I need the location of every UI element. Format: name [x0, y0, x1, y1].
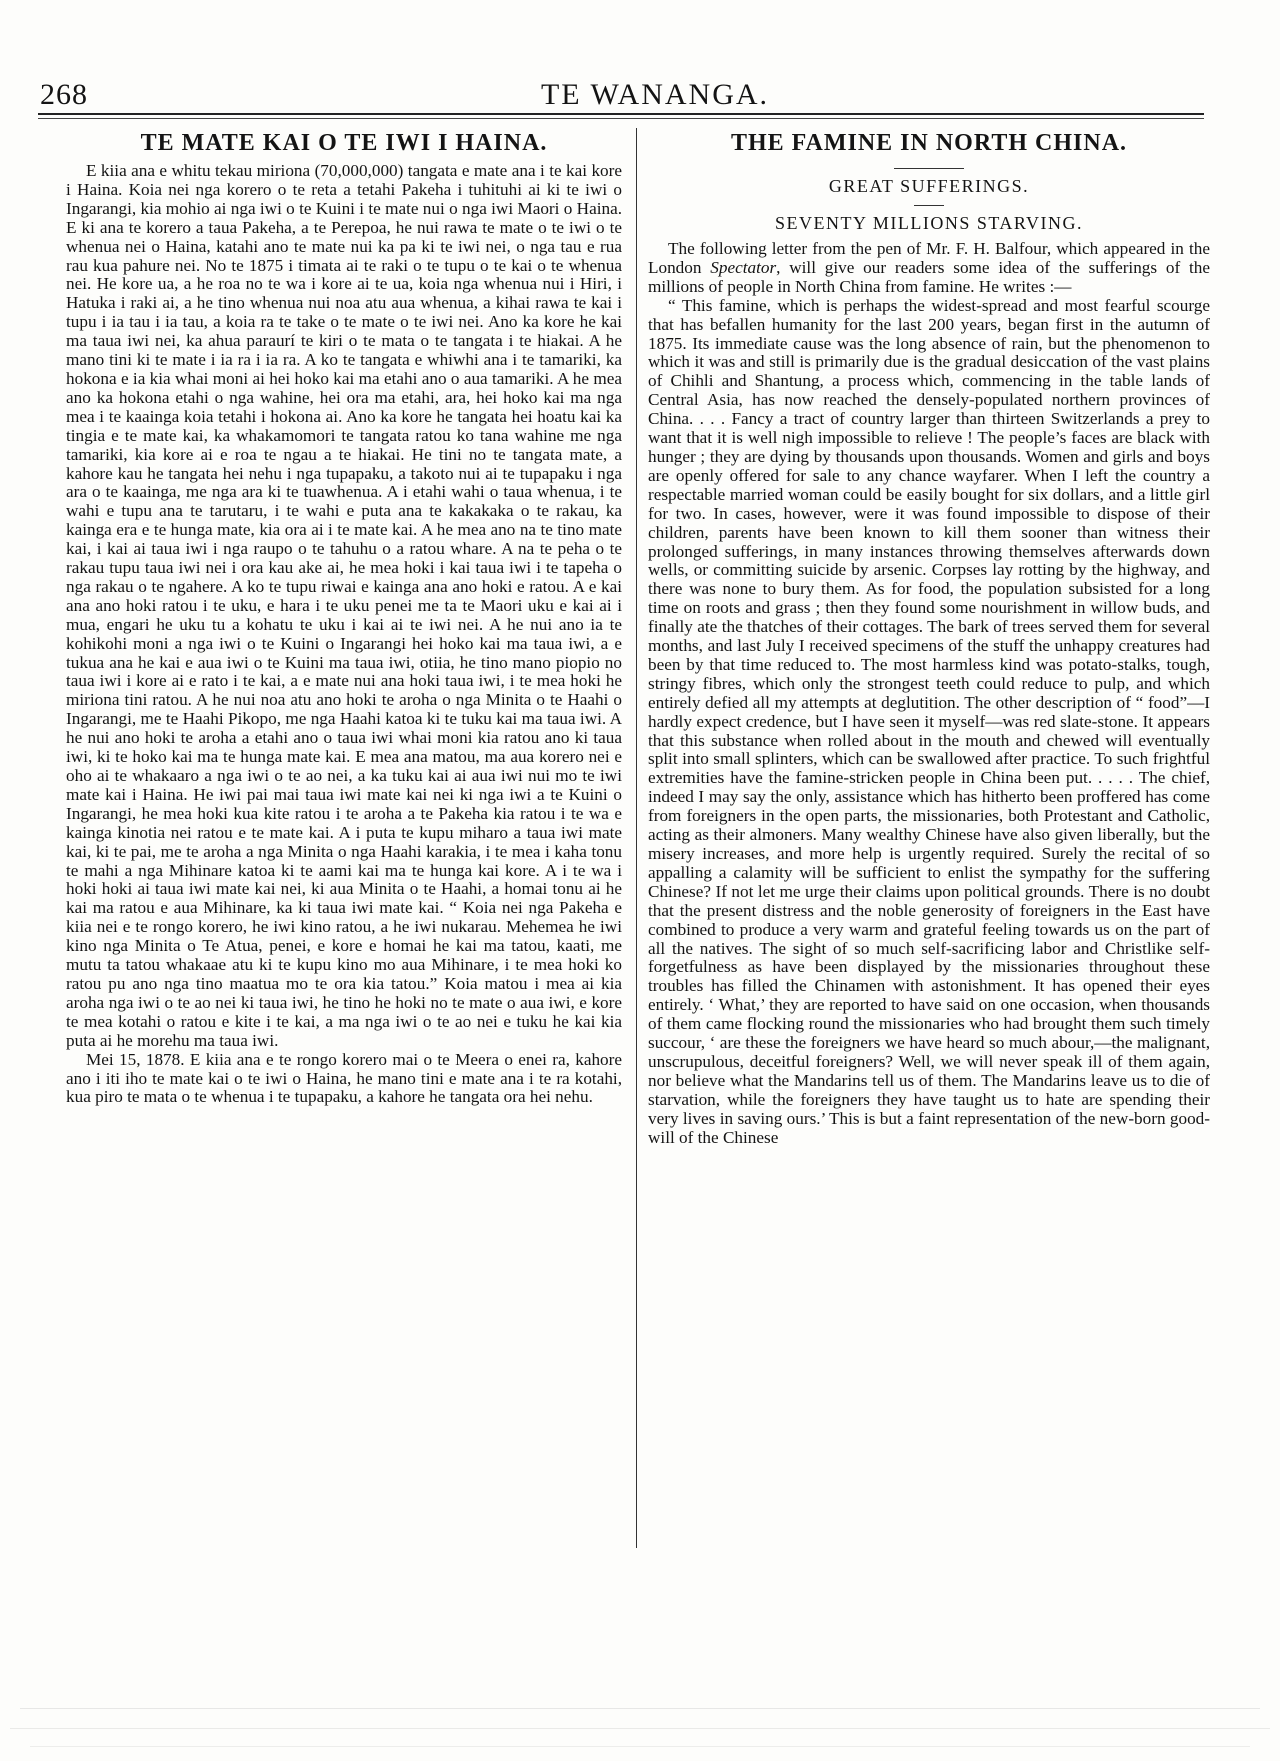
- page-number: 268: [40, 78, 88, 111]
- intro-text-after: , will give our readers some idea of the sufferings of the millions of people in North China from famine. He writes :—: [648, 257, 1210, 296]
- subhead-rule: [914, 205, 944, 206]
- right-article-letter: “ This famine, which is perhaps the widest-spread and most fearful scourge that has befallen humanity for the last 200 years, began first in the autumn of 1875. Its immediate cause was the long absence of rain, but the phenomenon to which it was and still is primarily due is the gradual desiccation of the vast plains of Chihli and Shantung, a process which, commencing in the table lands of Central Asia, has now reached the densely-populated northern provinces of China. . . . Fancy a tract of country larger than thirteen Switzerlands a prey to want that it is well nigh impossible to relieve ! The people’s faces are black with hunger ; they are dying by thousands upon thousands. Women and girls and boys are openly offered for sale to any chance wayfarer. When I left the country a respectable married woman could be easily bought for six dollars, and a little girl for two. In cases, however, were it was found impossible to dispose of their children, parents have been known to kill them sooner than witness their prolonged sufferings, in many instances throwing themselves afterwards down wells, or committing suicide by arsenic. Corpses lay rotting by the highway, and there was none to bury them. As for food, the population subsisted for a long time on roots and grass ; then they found some nourishment in willow buds, and finally ate the thatches of their cottages. The bark of trees served them for several months, and last July I received specimens of the stuff the unhappy creatures had been by that time reduced to. The most harmless kind was potato-stalks, tough, stringy fibres, which only the strongest teeth could reduce to pulp, and which entirely defied all my attempts at deglutition. The other description of “ food”—I hardly expect credence, but I have seen it myself—was red slate-stone. It appears that this substance when rolled about in the mouth and chewed will eventually split into small splinters, which can be swallowed after practice. To such frightful extremities have the famine-stricken people in China been put. . . . . The chief, indeed I may say the only, assistance which has hitherto been proffered has come from foreigners in the open parts, the missionaries, both Protestant and Catholic, acting as their almoners. Many wealthy Chinese have also given liberally, but the misery increases, and more help is urgently required. Surely the recital of so appalling a calamity will be sufficient to enlist the sympathy for the suffering Chinese? If not let me urge their claims upon political grounds. There is no doubt that the present distress and the noble generosity of foreigners in the East have combined to produce a very warm and grateful feeling towards us on the part of all the natives. The sight of so much self-sacrificing labor and Christlike self-forgetfulness as have been displayed by the missionaries throughout these troubles has filled the Chinamen with astonishment. It has opened their eyes entirely. ‘ What,’ they are reported to have said on one occasion, when thousands of them came flocking round the missionaries who had brought them such timely succour, ‘ are these the foreigners we have heard so much abour,—the malignant, unscrupulous, deceitful foreigners? Well, we will never speak ill of them again, nor believe what the Mandarins tell us of them. The Mandarins leave us to die of starvation, while the foreigners they have taught us to hate are spending their very lives in saving ours.’ This is but a faint representation of the new-born good-will of the Chinese: [648, 295, 1210, 1147]
- header-rule-thin: [38, 118, 1204, 119]
- subhead-seventy-millions: SEVENTY MILLIONS STARVING.: [775, 213, 1083, 233]
- header-rule: [38, 113, 1204, 115]
- right-article-title: THE FAMINE IN NORTH CHINA.: [730, 130, 1128, 156]
- right-article-intro: [648, 240, 1210, 297]
- running-title: TE WANANGA.: [540, 78, 770, 111]
- right-column: [648, 128, 1210, 1148]
- intro-publication-name: Spectator: [710, 257, 777, 277]
- left-column: [66, 128, 622, 1107]
- subhead-great-sufferings: GREAT SUFFERINGS.: [828, 176, 1030, 196]
- column-divider: [636, 128, 637, 1548]
- left-article-title: TE MATE KAI O TE IWI I HAINA.: [140, 130, 548, 156]
- scan-noise-band: [0, 1668, 1280, 1761]
- left-article-paragraph-2: Mei 15, 1878. E kiia ana e te rongo korero mai o te Meera o enei ra, kahore ano i iti iho te mate kai o te iwi o Haina, he mano tini e mate ana i te ra kotahi, kua piro te mata o te whenua i te tupapaku, a kahore he tangata ora hei nehu.: [66, 1049, 622, 1107]
- left-article-paragraph-1: E kiia ana e whitu tekau miriona (70,000,000) tangata e mate ana i te kai kore i Haina. Koia nei nga korero o te reta a tetahi Pakeha i tuhituhi ai ki te iwi o Ingarangi, kia mohio ai nga iwi o te Kuini i te mate nui o nga iwi Maori o Haina. E ki ana te korero a taua Pakeha, a te Perepoa, he nui rawa te mate o te iwi o te whenua nei o Haina, katahi ano te mate nui ka pa ki te iwi nei, o nga tau e rua rau kua pahure nei. No te 1875 i timata ai te raki o te tupu o te kai o te whenua nei. He kore ua, a he roa no te wa i kore ai te ua, koia nga whenua nui i Hiri, i Hatuka i raki ai, a he tino whenua nui noa atu aua whenua, a kihai rawa te kai i tupu i ia tau i ia tau, a koia ra te take o te mate o te iwi nei. Ano ka kore he kai ma taua iwi nei, ka ahua paraurí te kiri o te mata o te tangata i te hiakai. A he mano tini ki te mate i ia ra i ia ra. A ko te tangata e whiwhi ana i te tamariki, ka hokona e ia kia whai moni ai hei hoko kai ma etahi ano o aua tamariki. A he mea ano ka hokona etahi o nga wahine, hei ora ma etahi, ara, hei hoko kai ma nga mea i te kaainga koia tetahi i hokona ai. Ano ka kore he tangata hei hoatu kai ka tingia e te mate kai, ka whakamomori te tangata ratou ko tana wahine me nga tamariki, kia kore ai e roa te ngau a te hiakai. He tini no te tangata mate, a kahore kau he tangata hei nehu i nga tupapaku, a takoto nui ai te tupapaku i nga ara o te kaainga, me nga ara ki te tuawhenua. A i etahi wahi o taua whenua, i te wahi e tupu ana te tarutaru, i te wahi e puta ana te kakakaka o te rakau, ka kainga era e te hunga mate, kia ora ai i te mate kai. A he mea ano na te tino mate kai, i kai ai taua iwi i nga raupo o te tahuhu o a ratou whare. A na te peha o te rakau tupu taua iwi nei i ora kau ake ai, he mea hoki i kai taua iwi i te tapeha o nga rakau o te ngahere. A ko te tupu riwai e kainga ana ano hoki e ratou. A e kai ana ano hoki ratou i te uku, e hara i te uku penei me ta te Maori uku e kai ai i mua, engari he uku tu a kohatu te uku i kai ai te iwi nei. A he nui ano ia te kohikohi moni a nga iwi o te Kuini o Ingarangi hei hoko kai ma taua iwi, a e tukua ana he kai e aua iwi o te Kuini ma taua iwi, otiia, he tino mano piopio no taua iwi i kore ai e rato i te kai, a e mate nui ana hoki taua iwi, i te mea hoki he miriona tini ratou. A he nui noa atu ano hoki te aroha o nga Minita o te Haahi o Ingarangi, me te Haahi Pikopo, me nga Haahi katoa ki te tuku kai ma taua iwi. A he nui ano hoki te aroha a etahi ano o taua iwi whai moni kia ratou ano ki taua iwi, ki te hoko kai ma te hunga mate kai. E mea ana matou, ma aua korero nei e oho ai te whakaaro a nga iwi o te ao nei, a ka tuku kai ai aua iwi nui mo te iwi mate kai i Haina. He iwi pai mai taua iwi mate kai nei ki nga iwi a te Kuini o Ingarangi, he mea hoki kua kite ratou i te aroha a te Pakeha kia ratou i te wa e kainga kinotia nei ratou e te mate kai. A i puta te kupu miharo a taua iwi mate kai, ki te pai, me te aroha a nga Minita o nga Haahi karakia, i te mea i kaha tonu te mahi a nga Mihinare katoa ki te aami kai ma te hunga kai kore. A i te wa i hoki hoki ai taua iwi mate kai nei, ki aua Minita o te Haahi, a homai tonu ai he kai ma ratou e aua Mihinare, ka ki taua iwi mate kai. “ Koia nei nga Pakeha e kiia nei e te rongo korero, he iwi kino ratou, a he iwi nukarau. Mehemea he iwi kino nga Minita o Te Atua, penei, e kore e homai he kai ma tatou, kaati, me mutu ta tatou whakaae atu ki te kupu kino mo aua Mihinare, i te mea hoki ko ratou pu ano nga tino maatua mo te ora kia tatou.” Koia matou i mea ai kia aroha nga iwi o te ao nei ki taua iwi, he tino he hoki no te mate o aua iwi, e kore te mea kotahi o ratou e kite i te kai, a ma nga iwi o te ao nei e tuku he kai kia puta ai he morehu ma taua iwi.: [66, 161, 622, 1050]
- intro-text-before: The following letter from the pen of Mr. F. H. Balfour, which appeared in the London: [648, 239, 1210, 277]
- title-rule: [894, 168, 964, 169]
